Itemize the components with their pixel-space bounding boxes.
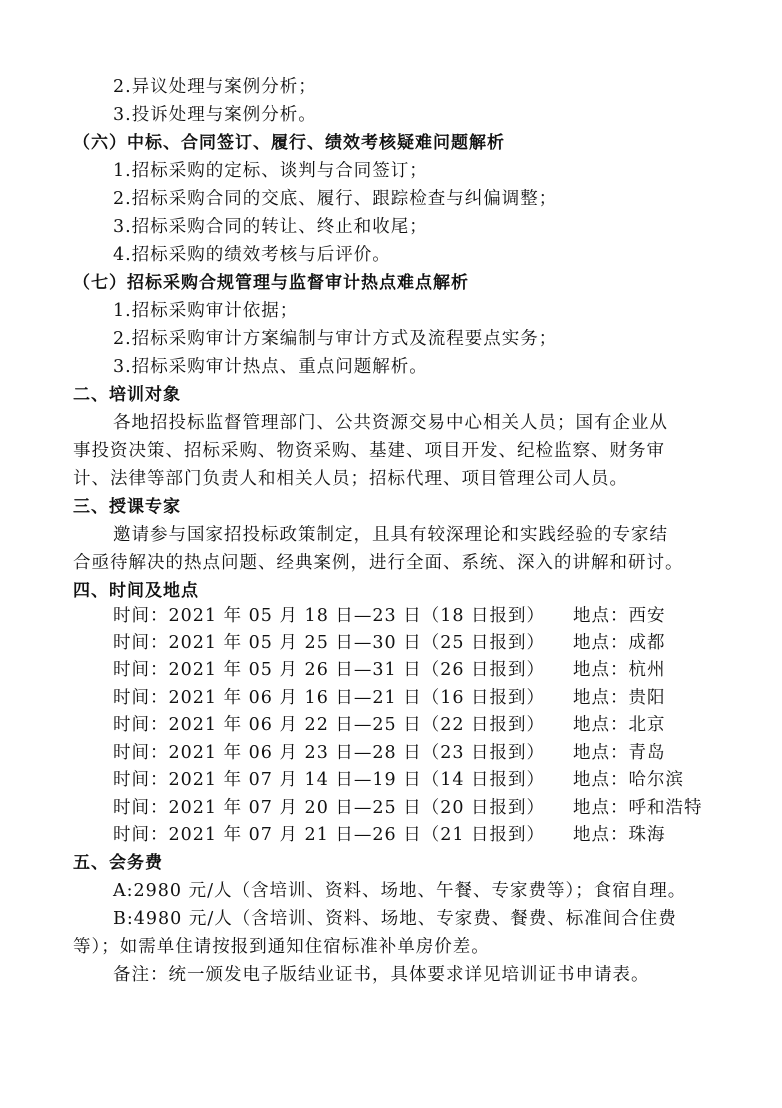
schedule-place: 地点：贵阳	[573, 688, 666, 708]
list-item: 3.投诉处理与案例分析。	[113, 105, 317, 125]
trainees-paragraph-line: 事投资决策、招标采购、物资采购、基建、项目开发、纪检监察、财务审	[73, 441, 665, 461]
list-item: 1.招标采购的定标、谈判与合同签订；	[113, 161, 428, 181]
schedule-row	[0, 603, 782, 630]
schedule-time: 时间：2021 年 07 月 14 日—19 日（14 日报到）	[113, 770, 546, 790]
schedule-time: 时间：2021 年 05 月 18 日—23 日（18 日报到）	[113, 606, 546, 626]
schedule-place: 地点：青岛	[573, 743, 666, 763]
list-item: 2.异议处理与案例分析；	[113, 77, 317, 97]
fee-option-b: B:4980 元/人（含培训、资料、场地、专家费、餐费、标准间合住费	[113, 909, 677, 929]
schedule-place: 地点：珠海	[573, 825, 666, 845]
schedule-row	[0, 822, 782, 849]
schedule-time: 时间：2021 年 05 月 26 日—31 日（26 日报到）	[113, 660, 546, 680]
schedule-time: 时间：2021 年 06 月 23 日—28 日（23 日报到）	[113, 743, 546, 763]
list-item: 4.招标采购的绩效考核与后评价。	[113, 245, 391, 265]
schedule-row	[0, 795, 782, 822]
list-item: 3.招标采购审计热点、重点问题解析。	[113, 357, 428, 377]
list-item: 3.招标采购合同的转让、终止和收尾；	[113, 217, 428, 237]
section-heading-6: （六）中标、合同签订、履行、绩效考核疑难问题解析	[73, 133, 505, 153]
trainees-paragraph-line: 各地招投标监督管理部门、公共资源交易中心相关人员；国有企业从	[113, 413, 668, 433]
schedule-time: 时间：2021 年 06 月 22 日—25 日（22 日报到）	[113, 715, 546, 735]
schedule-row	[0, 657, 782, 684]
schedule-row	[0, 685, 782, 712]
schedule-place: 地点：哈尔滨	[573, 770, 684, 790]
fees-heading: 五、会务费	[73, 853, 163, 873]
list-item: 2.招标采购合同的交底、履行、跟踪检查与纠偏调整；	[113, 189, 558, 209]
schedule-row	[0, 712, 782, 739]
trainees-heading: 二、培训对象	[73, 385, 181, 405]
schedule-place: 地点：呼和浩特	[573, 798, 703, 818]
schedule-place: 地点：西安	[573, 606, 666, 626]
section-heading-7: （七）招标采购合规管理与监督审计热点难点解析	[73, 273, 469, 293]
list-item: 2.招标采购审计方案编制与审计方式及流程要点实务；	[113, 329, 558, 349]
schedule-heading: 四、时间及地点	[73, 581, 199, 601]
schedule-row	[0, 630, 782, 657]
schedule-time: 时间：2021 年 06 月 16 日—21 日（16 日报到）	[113, 688, 546, 708]
fee-option-a: A:2980 元/人（含培训、资料、场地、午餐、专家费等）；食宿自理。	[113, 881, 687, 901]
fee-option-b-continued: 等）；如需单住请按报到通知住宿标准补单房价差。	[73, 937, 490, 957]
schedule-time: 时间：2021 年 05 月 25 日—30 日（25 日报到）	[113, 633, 546, 653]
schedule-place: 地点：北京	[573, 715, 666, 735]
schedule-row	[0, 767, 782, 794]
schedule-time: 时间：2021 年 07 月 21 日—26 日（21 日报到）	[113, 825, 546, 845]
schedule-time: 时间：2021 年 07 月 20 日—25 日（20 日报到）	[113, 798, 546, 818]
schedule-place: 地点：杭州	[573, 660, 666, 680]
schedule-row	[0, 740, 782, 767]
experts-heading: 三、授课专家	[73, 497, 181, 517]
experts-paragraph-line: 合亟待解决的热点问题、经典案例，进行全面、系统、深入的讲解和研讨。	[73, 553, 684, 573]
experts-paragraph-line: 邀请参与国家招投标政策制定，且具有较深理论和实践经验的专家结	[113, 525, 668, 545]
fee-note: 备注：统一颁发电子版结业证书，具体要求详见培训证书申请表。	[113, 965, 650, 985]
schedule-place: 地点：成都	[573, 633, 666, 653]
trainees-paragraph-line: 计、法律等部门负责人和相关人员；招标代理、项目管理公司人员。	[73, 469, 628, 489]
list-item: 1.招标采购审计依据；	[113, 301, 299, 321]
